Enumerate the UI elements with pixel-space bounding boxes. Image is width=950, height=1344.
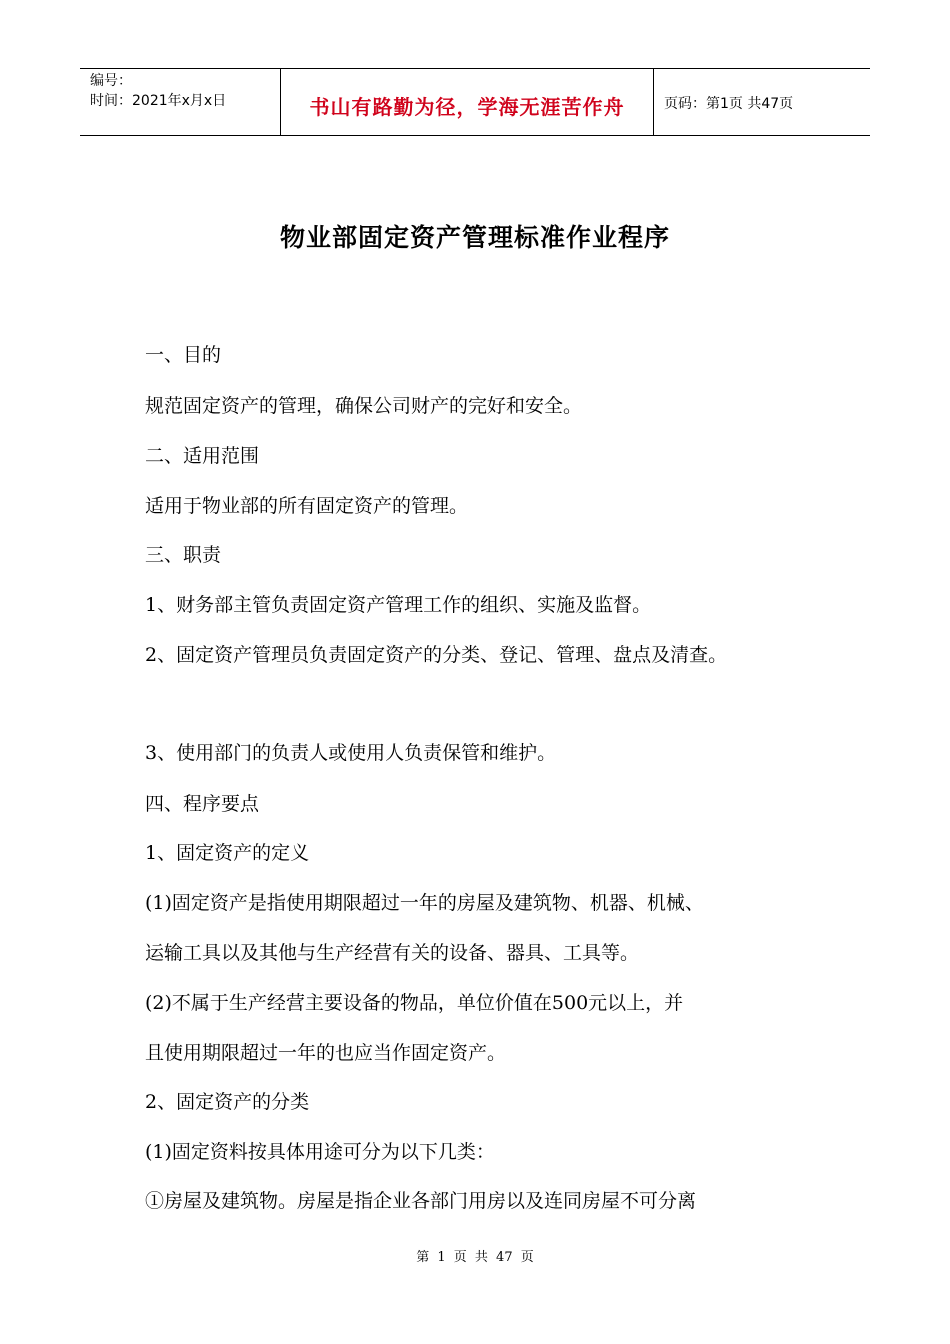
paragraph: (1)固定资料按具体用途可分为以下几类： (145, 1141, 495, 1163)
document-number-label: 编号： (90, 73, 132, 89)
paragraph: 适用于物业部的所有固定资产的管理。 (145, 495, 469, 517)
section-heading-procedure: 四、程序要点 (145, 793, 260, 815)
paragraph: (1)固定资产是指使用期限超过一年的房屋及建筑物、机器、机械、 (145, 892, 704, 914)
header-page-info: 页码：第1页 共47页 (664, 96, 794, 112)
paragraph: 1、财务部主管负责固定资产管理工作的组织、实施及监督。 (145, 594, 652, 616)
paragraph: 规范固定资产的管理，确保公司财产的完好和安全。 (145, 395, 583, 417)
page-footer: 第 1 页 共 47 页 (416, 1250, 534, 1265)
paragraph: 2、固定资产管理员负责固定资产的分类、登记、管理、盘点及清查。 (145, 644, 728, 666)
section-heading-purpose: 一、目的 (145, 344, 222, 366)
paragraph: 运输工具以及其他与生产经营有关的设备、器具、工具等。 (145, 942, 640, 964)
subheading: 1、固定资产的定义 (145, 842, 310, 864)
document-header (80, 68, 870, 136)
document-date-label: 时间：2021年x月x日 (90, 93, 227, 109)
subheading: 2、固定资产的分类 (145, 1091, 310, 1113)
header-motto: 书山有路勤为径，学海无涯苦作舟 (309, 95, 625, 119)
paragraph: ①房屋及建筑物。房屋是指企业各部门用房以及连同房屋不可分离 (145, 1190, 697, 1212)
header-page-cell (654, 69, 870, 135)
paragraph: 且使用期限超过一年的也应当作固定资产。 (145, 1042, 507, 1064)
header-left-cell (80, 69, 281, 135)
section-heading-scope: 二、适用范围 (145, 445, 260, 467)
section-heading-responsibilities: 三、职责 (145, 544, 222, 566)
header-motto-cell (281, 69, 654, 135)
paragraph: (2)不属于生产经营主要设备的物品，单位价值在500元以上，并 (145, 992, 684, 1014)
paragraph: 3、使用部门的负责人或使用人负责保管和维护。 (145, 742, 557, 764)
document-title: 物业部固定资产管理标准作业程序 (279, 223, 670, 252)
